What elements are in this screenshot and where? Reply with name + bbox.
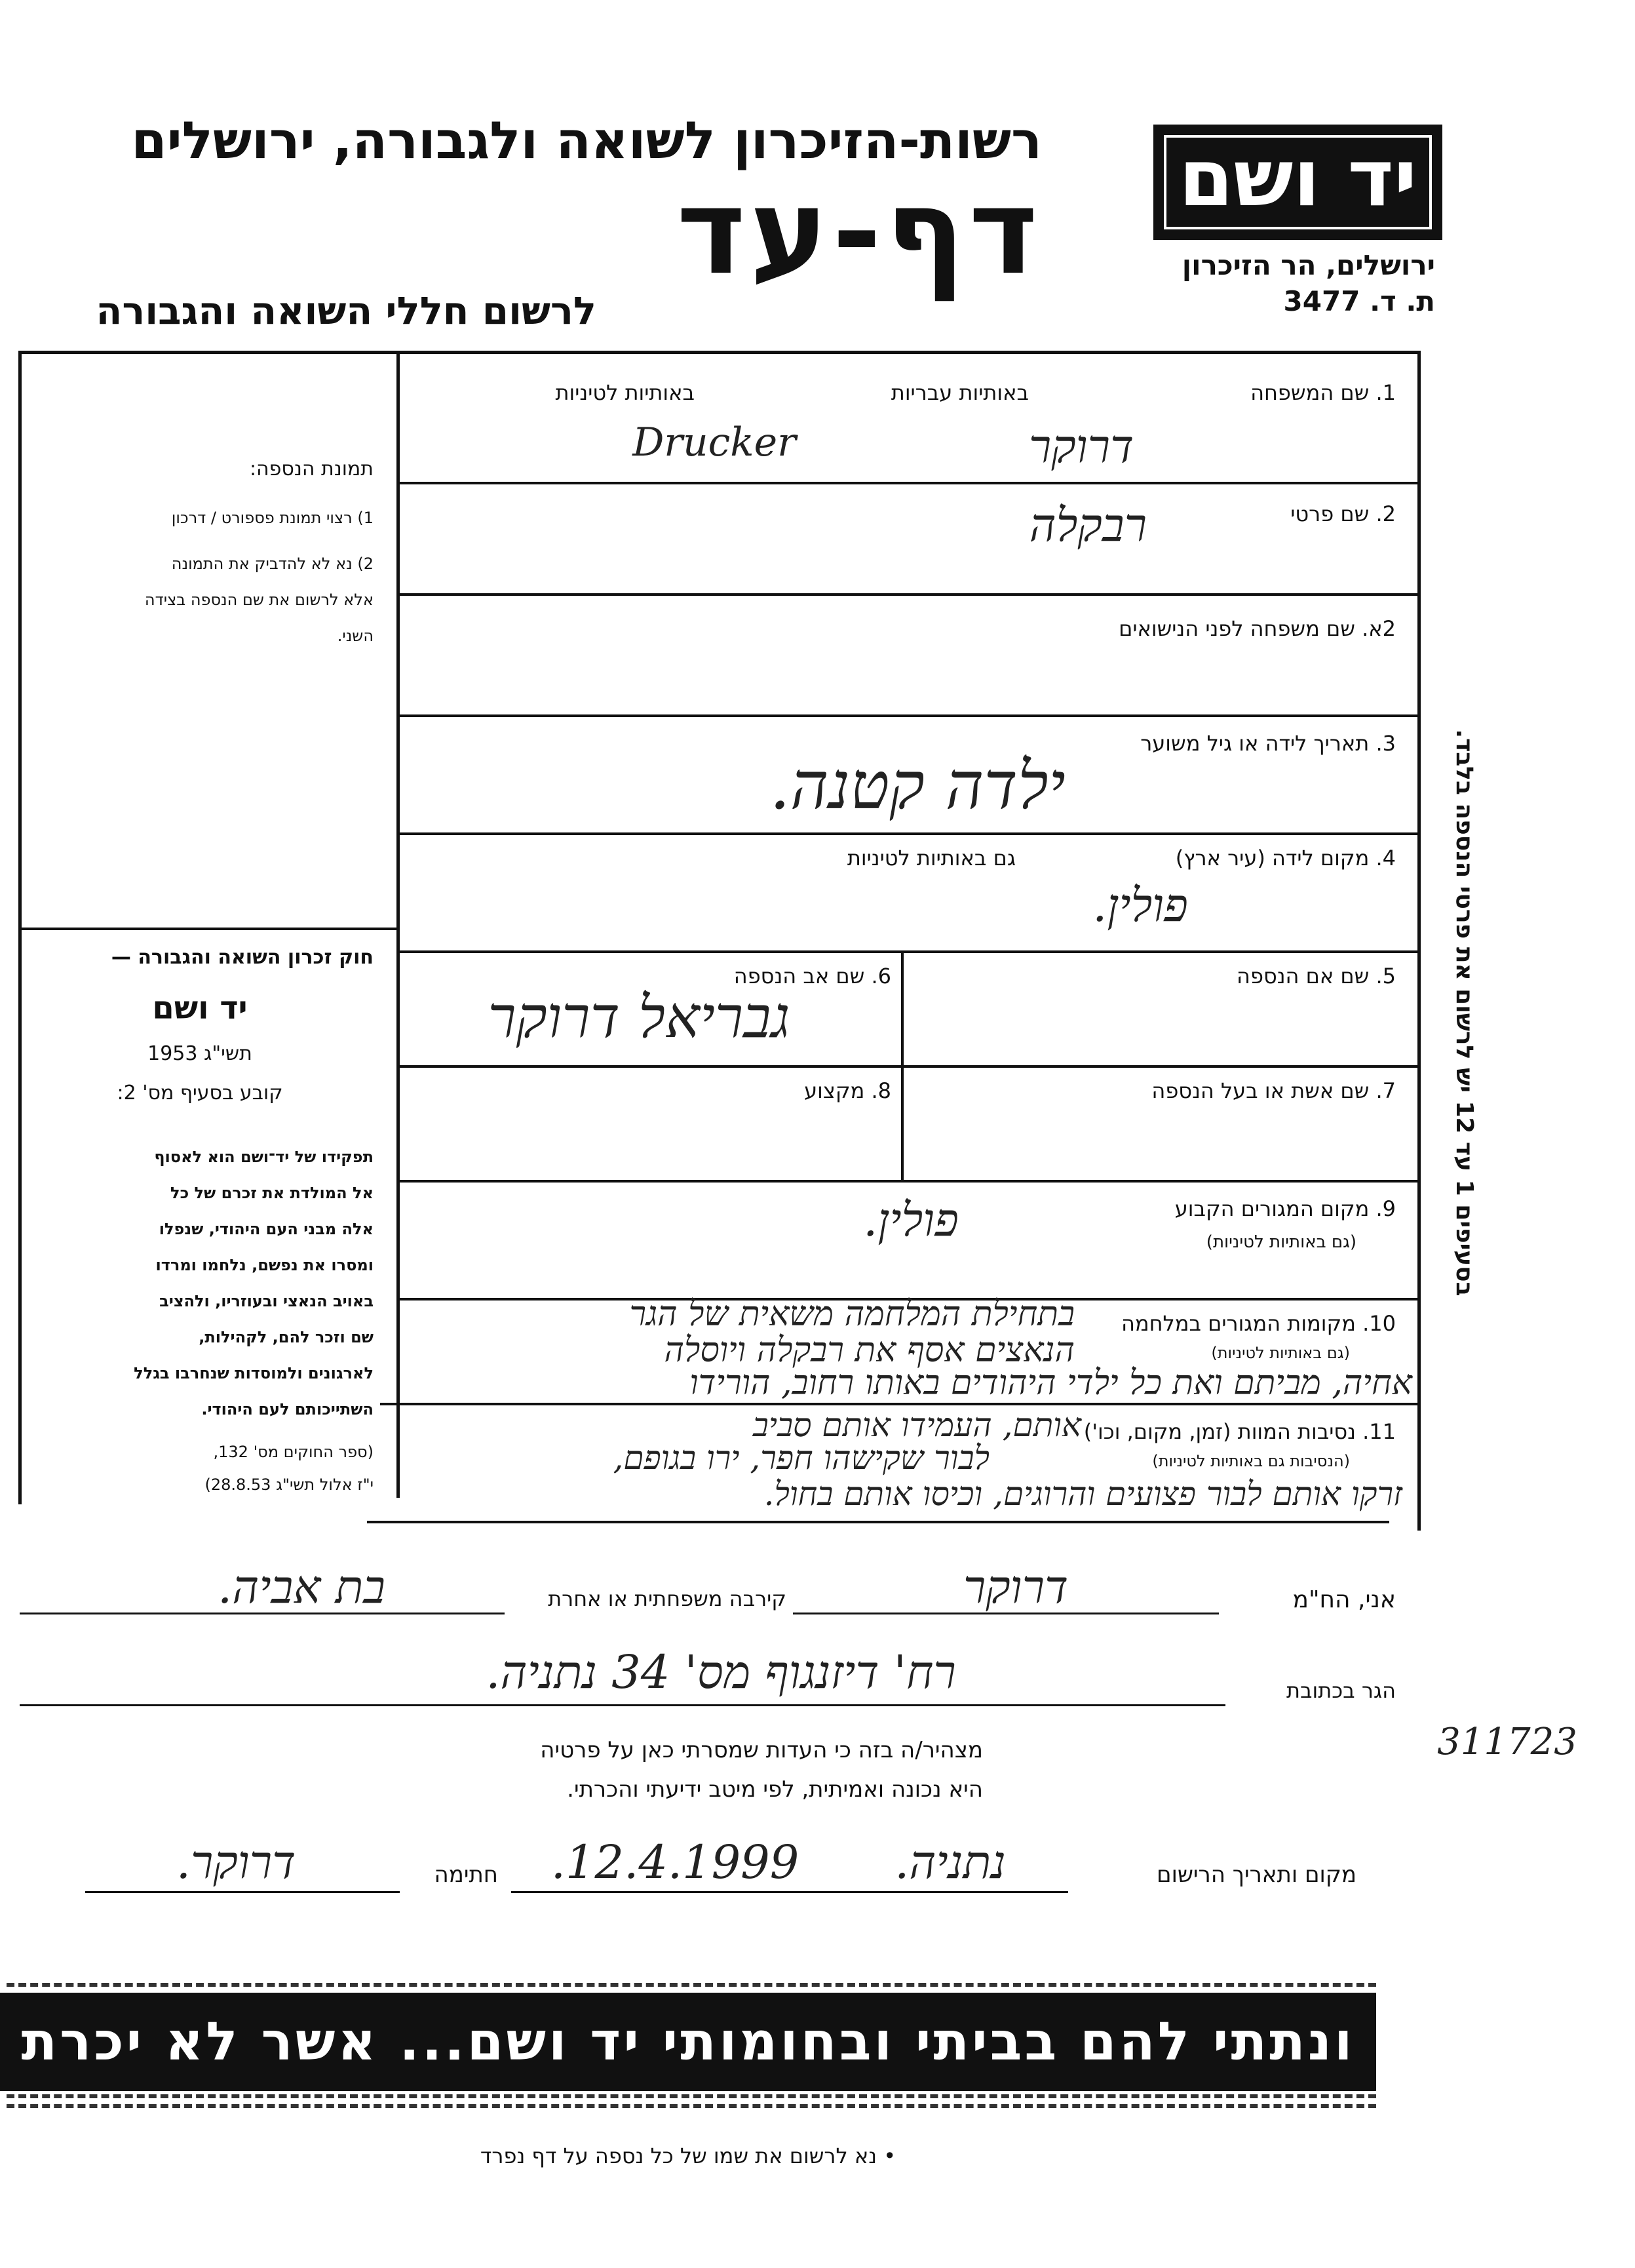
footer-note: [393, 2143, 983, 2168]
photo-title: תמונת הנספה:: [249, 458, 374, 480]
photo-note-2c: השני.: [337, 627, 374, 645]
row-line-1: [396, 482, 1419, 484]
place-value[interactable]: נתניה.: [894, 1835, 1006, 1889]
address-value[interactable]: רח' דיזנגוף מס' 34 נתניה.: [486, 1645, 956, 1699]
field-9-label: 9. מקום המגורים הקבוע: [1174, 1196, 1396, 1221]
photo-note-1: 1) רצוי תמונת פספורט / דרכון: [171, 509, 374, 527]
field-7-label: 7. שם אשת או בעל הנספה: [1151, 1078, 1396, 1103]
field-11-value-1[interactable]: אותם, העמידו אותם סביב: [752, 1406, 1081, 1444]
law-title: חוק זכרון השואה והגבורה —: [111, 946, 374, 969]
declarant-value[interactable]: דרוקר: [963, 1560, 1069, 1614]
field-10-value-1[interactable]: בתחילת המלחמה משאית של הגר: [629, 1295, 1075, 1334]
field-4-hint: גם באותיות לטיניות: [847, 846, 1016, 870]
signature-label: חתימה: [434, 1862, 498, 1888]
field-9-value[interactable]: פולין.: [863, 1193, 959, 1247]
law-year: תשי"ג 1953: [147, 1042, 252, 1065]
organization-name: רשות-הזיכרון לשואה ולגבורה, ירושלים: [131, 111, 1042, 170]
left-column-divider: [18, 928, 398, 930]
relation-value[interactable]: בת אביה.: [217, 1560, 386, 1614]
field-10-value-2[interactable]: הנאצים אסף את רבקלה ויוסלה: [664, 1331, 1075, 1370]
row-line-10: [380, 1403, 1419, 1405]
field-11-value-3[interactable]: זרקו אותם לבור פצועים והרוגים, וכיסו אותם בחול.: [763, 1475, 1402, 1513]
banner-bottom-border-2: [7, 2104, 1376, 2112]
row-line-7: [396, 1180, 1419, 1183]
form-subtitle: לרשום חללי השואה והגבורה: [96, 288, 596, 333]
logo-place: ירושלים, הר הזיכרון: [1182, 249, 1435, 281]
address-line: [20, 1704, 1225, 1706]
date-value[interactable]: 12.4.1999.: [550, 1835, 799, 1889]
field-10-hint: (גם באותיות לטיניות): [1211, 1344, 1350, 1362]
field-4-value[interactable]: פולין.: [1092, 878, 1188, 932]
margin-number: 311723: [1437, 1721, 1577, 1763]
row-line-5: [396, 1065, 1419, 1068]
field-1-label: 1. שם המשפחה: [1250, 380, 1396, 405]
statement-2: היא נכונה ואמיתית, לפי מיטב ידיעתי והכרתי.: [567, 1776, 983, 1803]
law-text-3: אלה מבני העם היהודי, שנפלו: [159, 1220, 374, 1238]
banner-bottom-border-1: [7, 2094, 1376, 2102]
law-text-1: תפקידו של יד־ושם הוא לאסוף: [154, 1148, 374, 1166]
declarant-label: אני, הח"מ: [1292, 1586, 1396, 1613]
field-6-value[interactable]: גבריאל דרוקר: [488, 983, 790, 1051]
field-1-hebrew-hint: באותיות עבריות: [891, 380, 1029, 405]
law-text-4: ומסרו את נפשם, נלחמו ומרדו: [155, 1256, 374, 1274]
field-4-label: 4. מקום לידה (עיר ארץ): [1175, 846, 1396, 870]
field-1-latin-hint: באותיות לטיניות: [555, 380, 695, 405]
address-label: הגר בכתובת: [1286, 1678, 1396, 1703]
place-date-line: [511, 1891, 1068, 1893]
law-name: יד ושם: [152, 990, 248, 1026]
field-3-label: 3. תאריך לידה או גיל משוער: [1140, 731, 1396, 756]
row-line-4: [396, 950, 1419, 953]
field-11-hint: (הנסיבות גם באותיות לטיניות): [1152, 1452, 1350, 1470]
field-5-label: 5. שם אם הנספה: [1237, 964, 1396, 988]
signature-line: [85, 1891, 400, 1893]
law-text-7: לארגונים ולמוסדות שנחרבו בגלל: [134, 1364, 374, 1382]
law-text-6: שם וזכר להם, לקהילות,: [199, 1328, 374, 1346]
law-text-8: השתייכותם לעם היהודי.: [201, 1400, 374, 1418]
law-ref-1: (ספר החוקים מס' 132,: [213, 1443, 374, 1461]
signature-value[interactable]: דרוקר.: [176, 1835, 296, 1889]
field-6-label: 6. שם אב הנספה: [733, 964, 891, 988]
row-line-3: [396, 832, 1419, 835]
split-line-5-6: [901, 950, 904, 1065]
field-3-value[interactable]: ילדה קטנה.: [769, 747, 1066, 824]
field-10-label: 10. מקומות המגורים במלחמה: [1121, 1311, 1396, 1336]
law-text-2: אל המולדת את זכרם של כל: [170, 1184, 374, 1202]
row-line-2a: [396, 714, 1419, 717]
row-line-11: [367, 1521, 1389, 1523]
row-line-2: [396, 593, 1419, 596]
field-2-label: 2. שם פרטי: [1290, 501, 1396, 526]
relation-label: קירבה משפחתית או אחרת: [548, 1586, 786, 1611]
frame-top-line: [18, 351, 1421, 354]
side-vertical-note: בסעיפים 1 עד 12 יש לרשום את פרטי הנספה בלבד.: [1451, 729, 1478, 1297]
law-text-5: באויב הנאצי ובעוזריו, ולהציב: [159, 1292, 374, 1310]
law-ref-2: י"ז אלול תשי"ג 28.8.53): [204, 1476, 374, 1494]
split-line-7-8: [901, 1065, 904, 1180]
banner-top-border: [7, 1983, 1376, 1991]
po-box: ת. ד. 3477: [1283, 285, 1435, 317]
field-8-label: 8. מקצוע: [804, 1078, 891, 1103]
field-2-value[interactable]: רבקלה: [1029, 498, 1147, 552]
field-9-hint: (גם באותיות לטיניות): [1206, 1232, 1356, 1252]
law-clause: קובע בסעיף מס' 2:: [117, 1082, 283, 1105]
footnote-text: נא לרשום את שמו של כל נספה על דף נפרד: [480, 2143, 877, 2168]
photo-note-2a: 2) נא לא להדביק את התמונה: [171, 555, 374, 573]
field-1-value-latin[interactable]: Drucker: [632, 420, 796, 465]
form-title: דף-עד: [676, 164, 1042, 301]
field-11-value-2[interactable]: לבור שקישהו חפר, ירו בגופם,: [613, 1439, 990, 1477]
field-11-label: 11. נסיבות המוות (זמן, מקום, וכו'): [1083, 1419, 1396, 1444]
logo-text: יד ושם: [1178, 133, 1417, 224]
footnote-bullet-icon: •: [877, 2143, 896, 2168]
field-10-value-3[interactable]: אחיה, מביתם ואת כל ילדי היהודים באותו רחוב, הורידו: [689, 1363, 1412, 1403]
footer-banner: ונתתי להם בביתי ובחומותי יד ושם... אשר לא יכרת: [0, 1993, 1376, 2091]
logo-frame: [1164, 135, 1432, 229]
statement-1: מצהיר/ה בזה כי העדות שמסרתי כאן על פרטיה: [540, 1737, 983, 1763]
field-2a-label: 2א. שם משפחה לפני הנישואים: [1119, 616, 1396, 641]
place-date-label: מקום ותאריך הרישום: [1157, 1862, 1356, 1888]
frame-right-line: [1417, 351, 1421, 1531]
field-1-value-hebrew[interactable]: דרוקר: [1028, 420, 1134, 473]
yad-vashem-logo: [1153, 125, 1442, 240]
photo-note-2b: אלא לרשום את שם הנספה בצידה: [144, 591, 374, 609]
